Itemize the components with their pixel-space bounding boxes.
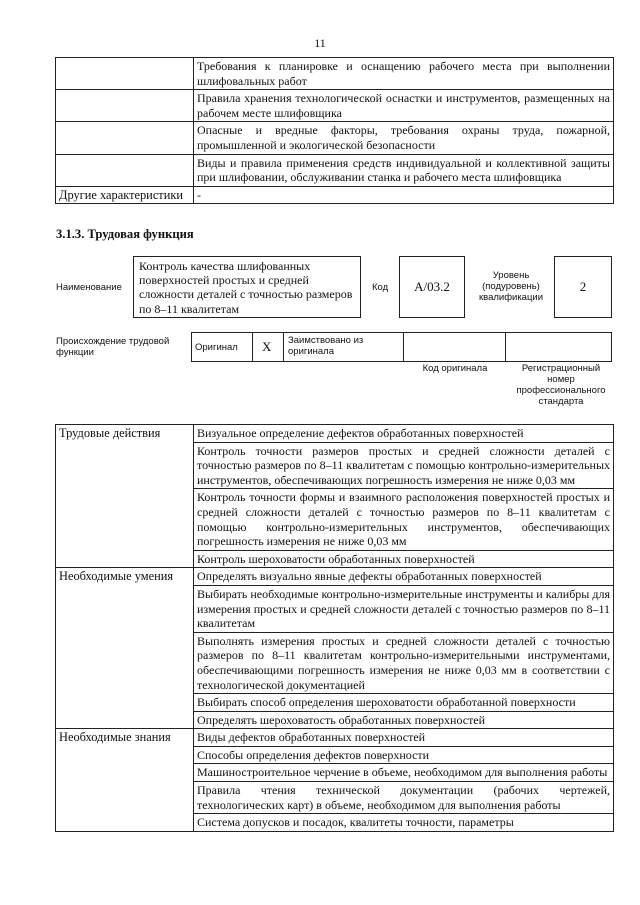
section-label-knowledge: Необходимые знания <box>56 729 194 832</box>
table-row <box>56 154 614 186</box>
qualification-level-box: 2 <box>554 256 612 318</box>
knowledge-table-continued <box>55 57 614 204</box>
labor-function-table <box>55 424 614 832</box>
table-row <box>56 122 614 154</box>
list-item: Выбирать способ определения шероховатости обработанной поверхности <box>194 694 614 712</box>
table-row <box>56 425 614 443</box>
origin-box <box>191 332 612 362</box>
code-label: Код <box>372 282 389 293</box>
list-item: Правила чтения технической документации (рабочих чертежей, технологических карт) в объеме, необходимом для выполнения работы <box>194 782 614 814</box>
table-row <box>56 568 614 586</box>
list-item: Машиностроительное черчение в объеме, необходимом для выполнения работы <box>194 764 614 782</box>
name-label: Наименование <box>56 282 122 293</box>
row-text: Виды и правила применения средств индивидуальной и коллективной защиты при шлифовании, обслуживании станка и рабочего места шлифовщика <box>194 154 614 186</box>
code-original-caption: Код оригинала <box>422 363 488 374</box>
function-code-box: A/03.2 <box>399 256 465 318</box>
row-text: Правила хранения технологической оснастки и инструментов, размещенных на рабочем месте шлифовщика <box>194 90 614 122</box>
section-label-actions: Трудовые действия <box>56 425 194 568</box>
row-text: - <box>194 186 614 204</box>
original-mark: X <box>262 339 272 354</box>
borrowed-label: Заимствовано из оригинала <box>288 335 364 357</box>
section-title: 3.1.3. Трудовая функция <box>56 227 194 241</box>
reg-number-caption: Регистрационный номер профессионального стандарта <box>516 363 606 407</box>
table-row <box>56 729 614 747</box>
row-label <box>56 58 194 90</box>
level-label: Уровень (подуровень) квалификации <box>478 270 544 303</box>
row-text: Опасные и вредные факторы, требования охраны труда, пожарной, промышленной и экологической безопасности <box>194 122 614 154</box>
list-item: Способы определения дефектов поверхности <box>194 746 614 764</box>
origin-label: Происхождение трудовой функции <box>56 336 170 358</box>
list-item: Контроль точности размеров простых и средней сложности деталей с точностью размеров по 8–11 квалитетам с помощью контрольно-измерительных инструментов, обеспечивающих погрешность измерения не ниже 0,03 мм <box>194 442 614 489</box>
list-item: Контроль шероховатости обработанных поверхностей <box>194 550 614 568</box>
function-name-box: Контроль качества шлифованных поверхностей простых и средней сложности деталей с точностью размеров по 8–11 квалитетам <box>133 256 361 318</box>
list-item: Выполнять измерения простых и средней сложности деталей с точностью размеров по 8–11 квалитетам контрольно-измерительными инструментами, обеспечивающими погрешность измерения не ниже 0,03 мм в соответствии с технологической документацией <box>194 632 614 693</box>
table-row <box>56 90 614 122</box>
list-item: Визуальное определение дефектов обработанных поверхностей <box>194 425 614 443</box>
list-item: Контроль точности формы и взаимного расположения поверхностей простых и средней сложности деталей с точностью размеров по 8–11 квалитетам с помощью контрольно-измерительных инструментов, обеспечивающих погрешность измерения не ниже 0,03 мм <box>194 489 614 550</box>
section-label-skills: Необходимые умения <box>56 568 194 729</box>
row-label <box>56 154 194 186</box>
row-label: Другие характеристики <box>56 186 194 204</box>
list-item: Выбирать необходимые контрольно-измерительные инструменты и калибры для измерения простых и средней сложности деталей с точностью размеров по 8–11 квалитетам <box>194 585 614 632</box>
original-label: Оригинал <box>195 342 238 353</box>
row-label <box>56 90 194 122</box>
list-item: Система допусков и посадок, квалитеты точности, параметры <box>194 814 614 832</box>
row-text: Требования к планировке и оснащению рабочего места при выполнении шлифовальных работ <box>194 58 614 90</box>
list-item: Определять визуально явные дефекты обработанных поверхностей <box>194 568 614 586</box>
table-row <box>56 186 614 204</box>
page-number: 11 <box>314 36 326 50</box>
list-item: Виды дефектов обработанных поверхностей <box>194 729 614 747</box>
list-item: Определять шероховатость обработанных поверхностей <box>194 711 614 729</box>
row-label <box>56 122 194 154</box>
table-row <box>56 58 614 90</box>
